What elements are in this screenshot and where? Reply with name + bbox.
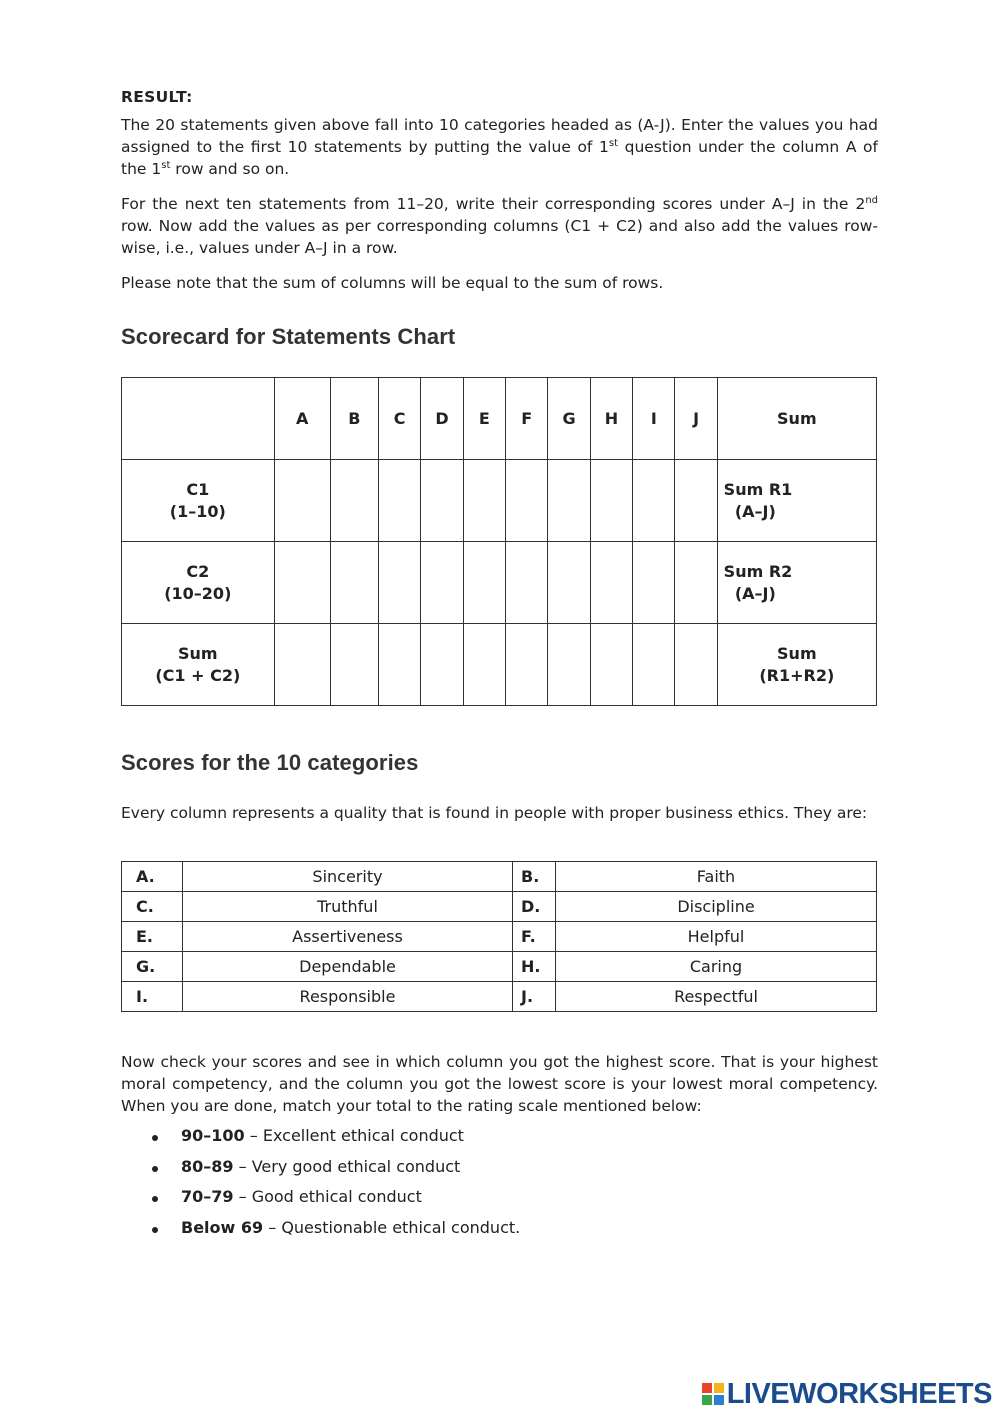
instructions-paragraph-2: For the next ten statements from 11–20, write their corresponding scores under A–J in the 2nd row. Now add the values as per corresponding columns (C1 + C2) and also add the values row-wise, i.e., values under A–J in a row.	[121, 195, 878, 257]
row-sum-r1: Sum R1 (A–J)	[717, 460, 876, 542]
category-letter: B.	[513, 862, 556, 892]
score-cell[interactable]	[378, 624, 420, 706]
rating-item: Below 69 – Questionable ethical conduct.	[121, 1218, 520, 1249]
category-letter: F.	[513, 922, 556, 952]
row-label-c1: C1 (1–10)	[122, 460, 275, 542]
category-quality: Faith	[556, 862, 877, 892]
categories-row	[122, 952, 877, 982]
category-letter: J.	[513, 982, 556, 1012]
scorecard-row-c1	[122, 460, 877, 542]
score-cell[interactable]	[421, 542, 463, 624]
categories-row	[122, 922, 877, 952]
score-cell[interactable]	[330, 624, 378, 706]
column-header-d: D	[421, 378, 463, 460]
category-letter: G.	[122, 952, 183, 982]
scorecard-table	[121, 377, 877, 706]
score-cell[interactable]	[633, 542, 675, 624]
logo-square	[702, 1383, 712, 1393]
score-cell[interactable]	[590, 542, 632, 624]
category-quality: Sincerity	[183, 862, 513, 892]
column-header-j: J	[675, 378, 717, 460]
scorecard-header-row	[122, 378, 877, 460]
score-cell[interactable]	[378, 460, 420, 542]
categories-title: Scores for the 10 categories	[121, 750, 419, 775]
score-cell[interactable]	[548, 460, 590, 542]
category-letter: E.	[122, 922, 183, 952]
row-sum-total: Sum (R1+R2)	[717, 624, 876, 706]
row-label-c2: C2 (10–20)	[122, 542, 275, 624]
score-cell[interactable]	[675, 624, 717, 706]
scorecard-title: Scorecard for Statements Chart	[121, 324, 456, 349]
row-label-sum: Sum (C1 + C2)	[122, 624, 275, 706]
categories-row	[122, 862, 877, 892]
score-cell[interactable]	[675, 460, 717, 542]
logo-square	[714, 1383, 724, 1393]
column-header-g: G	[548, 378, 590, 460]
category-quality: Responsible	[183, 982, 513, 1012]
score-cell[interactable]	[633, 624, 675, 706]
rating-scale-list	[121, 1126, 520, 1248]
score-cell[interactable]	[330, 460, 378, 542]
instructions-paragraph-3: Please note that the sum of columns will be equal to the sum of rows.	[121, 274, 664, 292]
score-cell[interactable]	[506, 624, 548, 706]
column-header-h: H	[590, 378, 632, 460]
categories-intro: Every column represents a quality that is found in people with proper business ethics. They are:	[121, 804, 868, 822]
logo-square	[714, 1395, 724, 1405]
score-cell[interactable]	[421, 460, 463, 542]
column-header-f: F	[506, 378, 548, 460]
category-quality: Respectful	[556, 982, 877, 1012]
column-header-a: A	[274, 378, 330, 460]
rating-item: 80–89 – Very good ethical conduct	[121, 1157, 520, 1188]
score-cell[interactable]	[274, 542, 330, 624]
score-cell[interactable]	[675, 542, 717, 624]
row-sum-r2: Sum R2 (A–J)	[717, 542, 876, 624]
scorecard-row-sum	[122, 624, 877, 706]
categories-table	[121, 861, 877, 1012]
category-letter: A.	[122, 862, 183, 892]
score-cell[interactable]	[548, 624, 590, 706]
column-header-c: C	[378, 378, 420, 460]
score-cell[interactable]	[330, 542, 378, 624]
rating-item: 90–100 – Excellent ethical conduct	[121, 1126, 520, 1157]
category-quality: Caring	[556, 952, 877, 982]
score-cell[interactable]	[463, 542, 505, 624]
score-cell[interactable]	[506, 460, 548, 542]
score-cell[interactable]	[548, 542, 590, 624]
liveworksheets-logo-icon	[702, 1383, 724, 1405]
score-cell[interactable]	[590, 460, 632, 542]
category-letter: D.	[513, 892, 556, 922]
category-quality: Dependable	[183, 952, 513, 982]
scorecard-row-c2	[122, 542, 877, 624]
column-header-b: B	[330, 378, 378, 460]
score-cell[interactable]	[506, 542, 548, 624]
rating-item: 70–79 – Good ethical conduct	[121, 1187, 520, 1218]
brand-name: LIVEWORKSHEETS	[726, 1377, 992, 1410]
logo-square	[702, 1395, 712, 1405]
liveworksheets-branding[interactable]	[702, 1378, 992, 1410]
closing-paragraph: Now check your scores and see in which column you got the highest score. That is your highest moral competency, and the column you got the lowest score is your lowest moral competency. When you are done, match your total to the rating scale mentioned below:	[121, 1053, 878, 1115]
score-cell[interactable]	[590, 624, 632, 706]
column-header-i: I	[633, 378, 675, 460]
category-quality: Truthful	[183, 892, 513, 922]
score-cell[interactable]	[463, 624, 505, 706]
score-cell[interactable]	[633, 460, 675, 542]
score-cell[interactable]	[378, 542, 420, 624]
score-cell[interactable]	[274, 460, 330, 542]
category-quality: Helpful	[556, 922, 877, 952]
categories-row	[122, 892, 877, 922]
categories-row	[122, 982, 877, 1012]
score-cell[interactable]	[274, 624, 330, 706]
score-cell[interactable]	[421, 624, 463, 706]
category-letter: I.	[122, 982, 183, 1012]
category-quality: Discipline	[556, 892, 877, 922]
result-heading: RESULT:	[121, 88, 193, 106]
scorecard-corner-cell	[122, 378, 275, 460]
column-header-sum: Sum	[717, 378, 876, 460]
score-cell[interactable]	[463, 460, 505, 542]
category-letter: C.	[122, 892, 183, 922]
category-letter: H.	[513, 952, 556, 982]
column-header-e: E	[463, 378, 505, 460]
instructions-paragraph-1: The 20 statements given above fall into 10 categories headed as (A-J). Enter the values you had assigned to the first 10 statements by putting the value of 1st question under the column A of the 1st row and so on.	[121, 116, 878, 178]
category-quality: Assertiveness	[183, 922, 513, 952]
worksheet-page	[121, 88, 878, 1237]
